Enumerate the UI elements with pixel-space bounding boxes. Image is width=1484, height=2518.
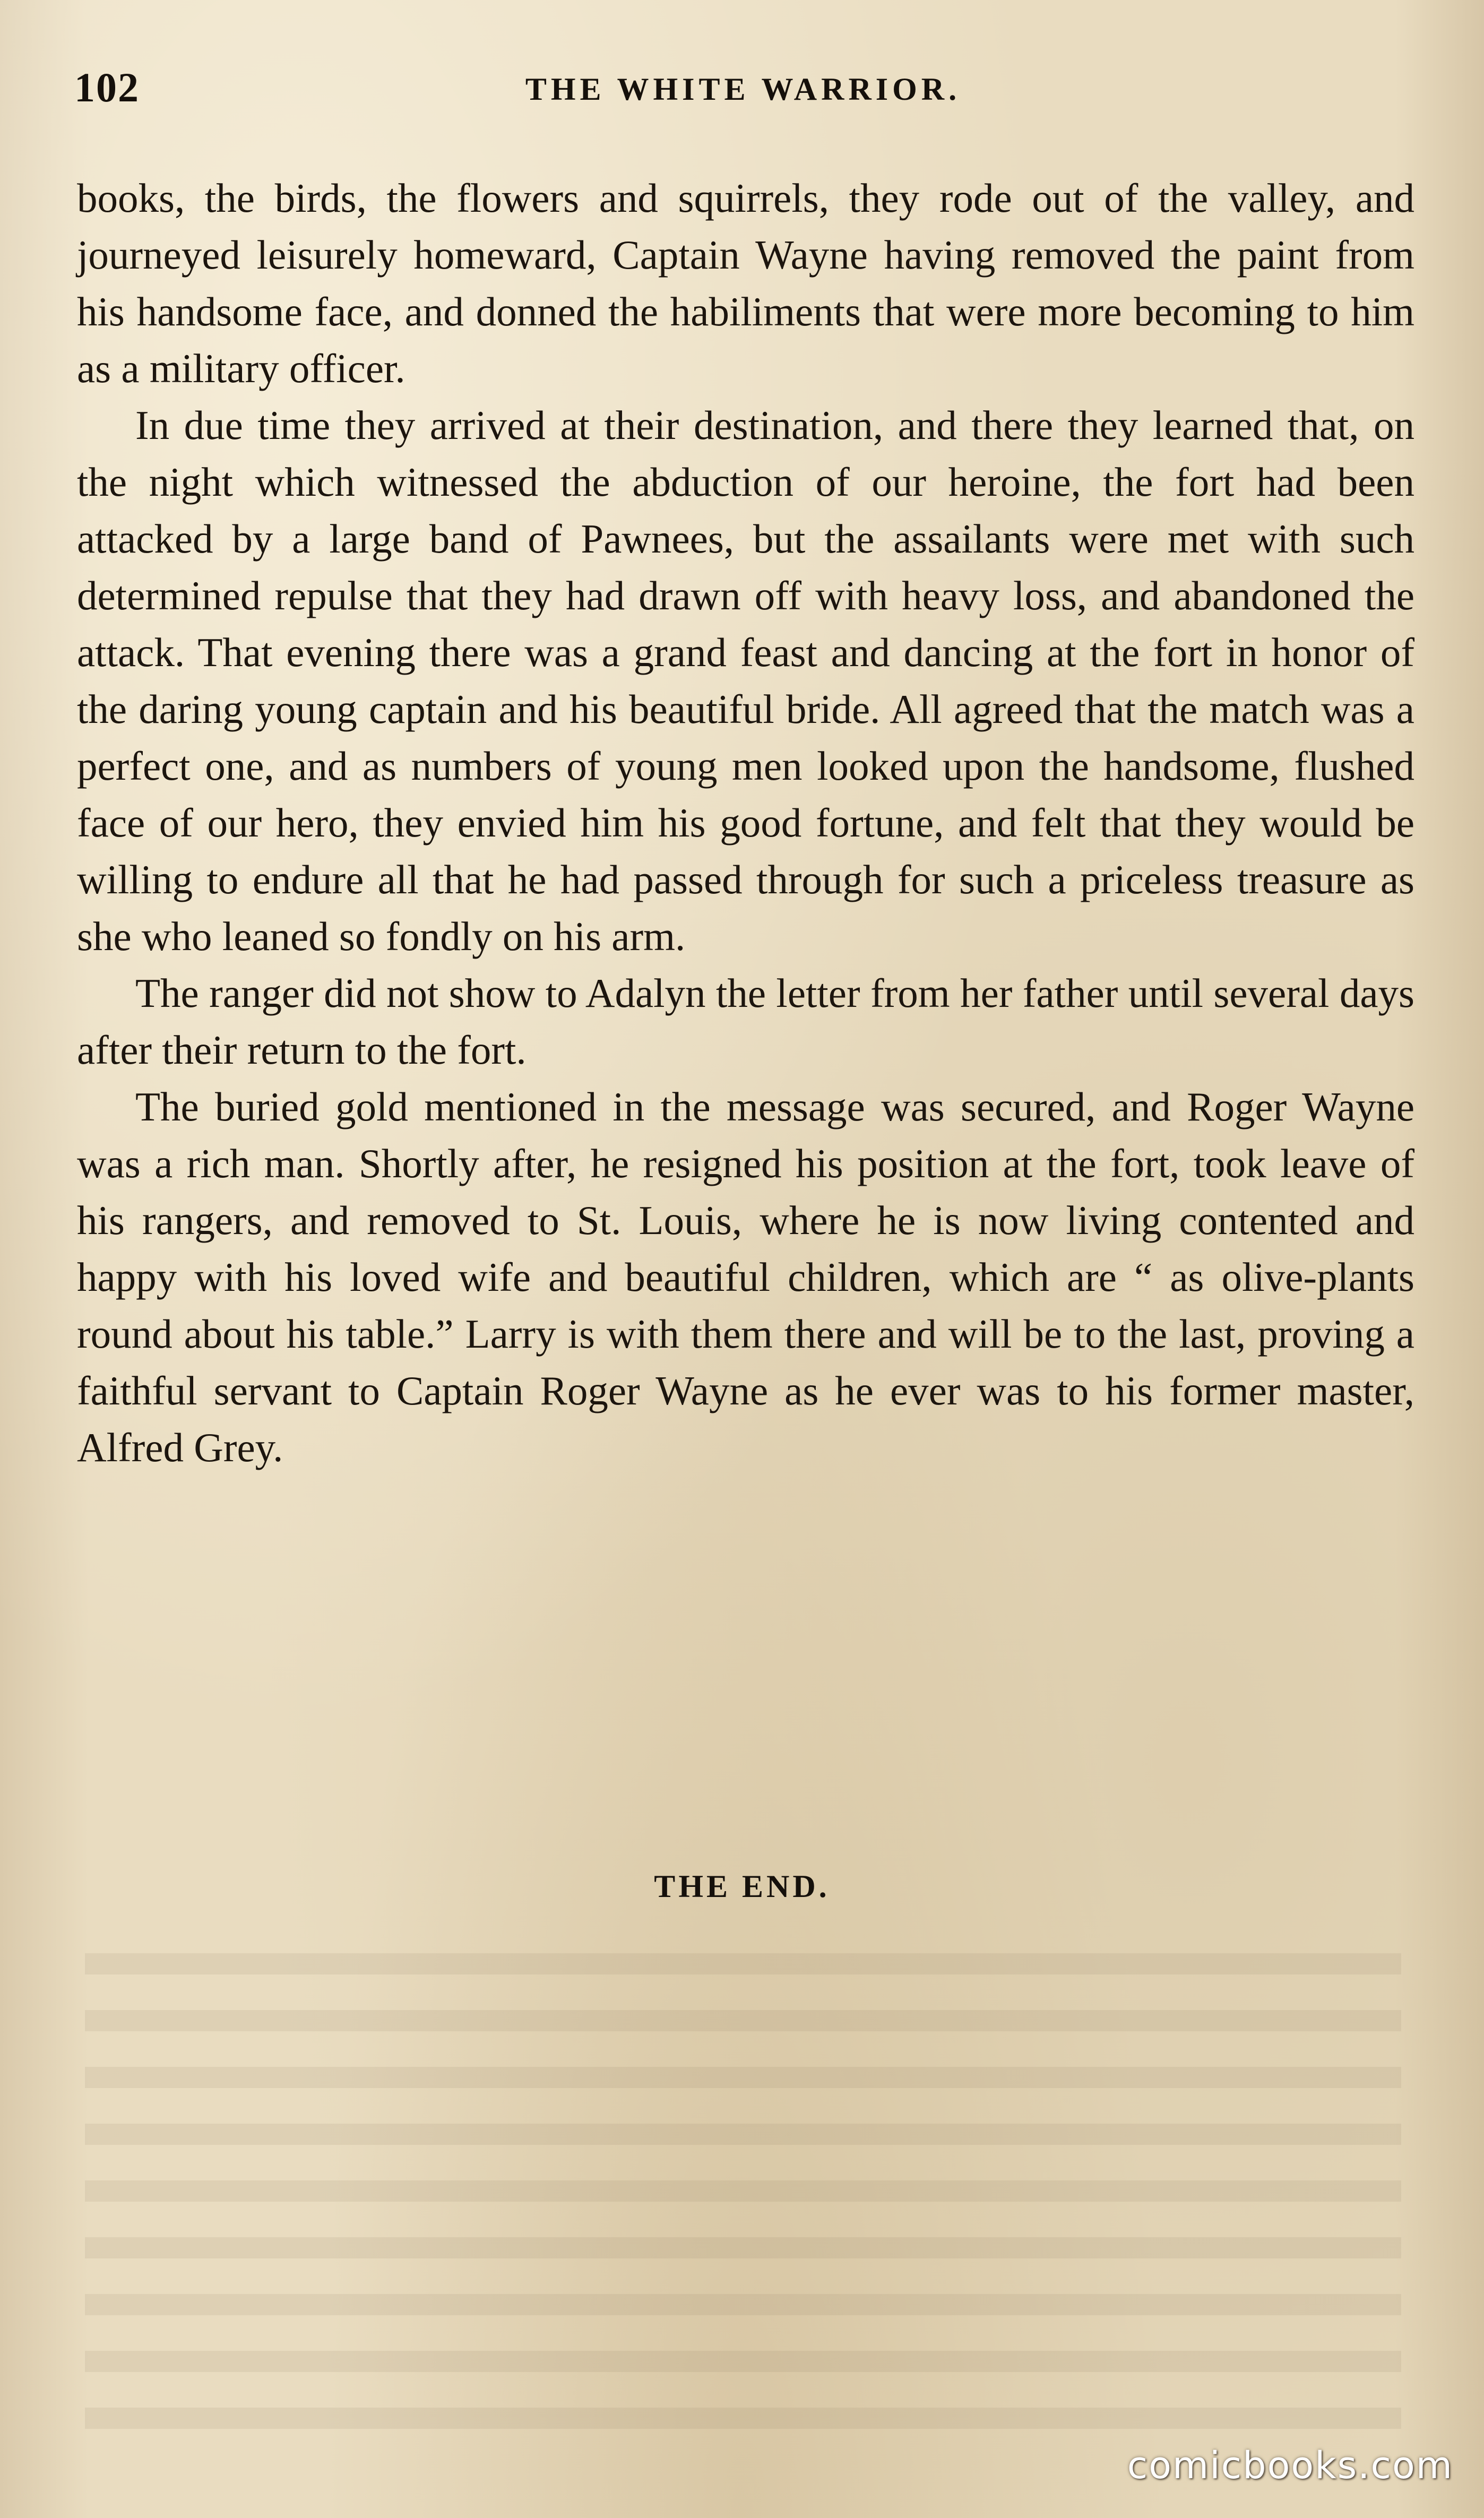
show-through-texture	[85, 1953, 1401, 2431]
page-number: 102	[74, 64, 140, 110]
paragraph-4: The buried gold mentioned in the message was secured, and Roger Wayne was a rich man. Shortly after, he resigned his position at the fort, took leave of his rangers, and removed to St. Louis, where he is now living contented and happy with his loved wife and beautiful children, which are “ as olive-plants round about his table.” Larry is with them there and will be to the last, proving a faithful servant to Captain Roger Wayne as he ever was to his former master, Alfred Grey.	[77, 1084, 1414, 1470]
paragraph-2: In due time they arrived at their destination, and there they learned that, on the night which witnessed the abduction of our heroine, the fort had been attacked by a large band of Pawnees, but the assailants were met with such determined repulse that they had drawn off with heavy loss, and abandoned the attack. That evening there was a grand feast and dancing at the fort in honor of the daring young captain and his beautiful bride. All agreed that the match was a perfect one, and as numbers of young men looked upon the handsome, flushed face of our hero, they envied him his good fortune, and felt that they would be willing to endure all that he had passed through for such a priceless treasure as she who leaned so fondly on his arm.	[77, 402, 1414, 959]
running-head: THE WHITE WARRIOR.	[525, 72, 961, 107]
paragraph-3: The ranger did not show to Adalyn the letter from her father until several days after their return to the fort.	[77, 970, 1414, 1073]
paragraph-1: books, the birds, the flowers and squirrels, they rode out of the valley, and journeyed leisurely homeward, Captain Wayne having removed the paint from his handsome face, and donned the habiliments that were more becoming to him as a military officer.	[77, 175, 1414, 391]
body-text	[77, 170, 1414, 1476]
page-header	[74, 64, 1412, 117]
site-watermark: comicbooks.com	[1127, 2444, 1453, 2487]
the-end-marker: THE END.	[654, 1869, 830, 1904]
